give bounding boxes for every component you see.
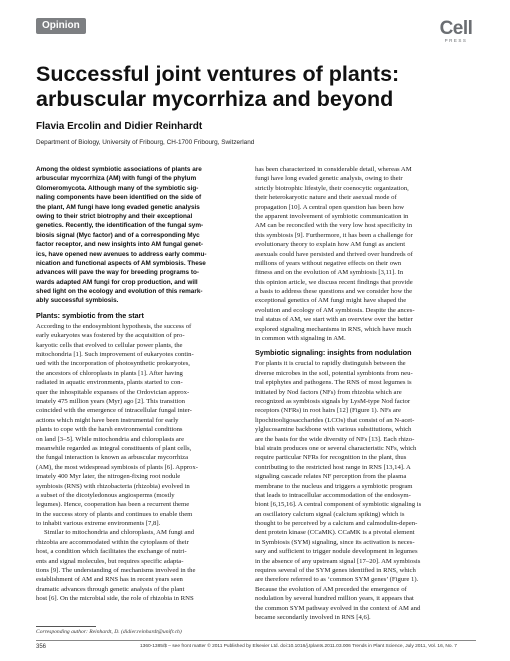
- text-line: biont [6,15,16]. A central component of symbiotic signaling is: [255, 501, 422, 509]
- text-line: a basis to address these questions and we consider how the: [255, 288, 413, 296]
- text-line: factor receptor, and new insights into AM fungal genet-: [36, 241, 203, 249]
- text-line: initiated by Nod factors (NFs) from rhizobia which are: [255, 388, 402, 396]
- text-line: receptors (NFRs) in root hairs [12] (Figure 1). NFs are: [255, 407, 401, 415]
- text-line: ics, have opened new avenues to address early commu-: [36, 250, 207, 258]
- text-line: dramatic advances through genetic analysis of the plant: [36, 585, 185, 593]
- text-line: ably successful symbiosis.: [36, 297, 119, 305]
- text-line: requires several of the SYM genes identified in RNS, which: [255, 567, 416, 575]
- text-line: on land [3–5]. While mitochondria and chloroplasts are: [36, 435, 185, 443]
- text-line: tral status of AM, we start with an overview over the better: [255, 316, 413, 324]
- text-line: advances will pave the way for breeding programs to-: [36, 269, 200, 277]
- text-line: early eukaryotes was fostered by the acquisition of pro-: [36, 332, 185, 340]
- text-line: coincided with the emergence of intracellular fungal inter-: [36, 407, 192, 415]
- text-line: their heterokaryotic nature and their asexual mode of: [255, 194, 397, 202]
- article-title: [36, 62, 476, 112]
- text-line: owing to their strict biotrophy and their exceptional: [36, 212, 193, 220]
- text-line: (AM), the most widespread symbiosis of plants [6]. Approx-: [36, 463, 198, 471]
- text-line: meanwhile regarded as integral constituents of plant cells,: [36, 444, 192, 452]
- footnote-divider: [36, 626, 96, 627]
- body-paragraph: [255, 359, 476, 622]
- footer-citation: 1360-1385/$ – see front matter © 2011 Published by Elsevier Ltd. doi:10.1016/j.tplants.2011.03.006 Trends in Plant Science, July 2011, Vol. 16, No. 7: [140, 644, 457, 649]
- footer-divider: [36, 640, 476, 641]
- text-line: shed light on the ecology and evolution of this remark-: [36, 288, 203, 296]
- section-heading: Plants: symbiotic from the start: [36, 310, 144, 320]
- text-line: ued with the incorporation of photosynthetic prokaryotes,: [36, 360, 190, 368]
- text-line: Similar to mitochondria and chloroplasts, AM fungi and: [44, 529, 195, 537]
- text-line: strictly biotrophic lifestyle, their coenocytic organization,: [255, 184, 409, 192]
- text-line: AM can be reconciled with the very low host specificity in: [255, 222, 413, 230]
- text-line: the ancestors of chloroplasts in plants [1]. After having: [36, 369, 183, 377]
- text-line: host, a condition which facilitates the exchange of nutri-: [36, 548, 187, 556]
- text-line: to inhabit various extreme environments [7,8].: [36, 520, 161, 528]
- text-line: radiated in aquatic environments, plants started to con-: [36, 379, 183, 387]
- text-line: bial strain produces one or several characteristic NFs, which: [255, 444, 417, 452]
- body-paragraph: [255, 165, 476, 343]
- text-line: plants to cope with the harsh environmental conditions: [36, 426, 183, 434]
- abstract: [36, 165, 257, 306]
- text-line: this opinion article, we discuss recent findings that provide: [255, 278, 413, 286]
- text-line: the apparent involvement of symbiotic communication in: [255, 212, 409, 220]
- text-line: fungi have long evaded genetic analysis, owing to their: [255, 175, 403, 183]
- text-line: host [6]. On the microbial side, the role of rhizobia in RNS: [36, 595, 194, 603]
- text-line: imately 400 Myr later, the nitrogen-fixing root nodule: [36, 473, 181, 481]
- text-line: fitness and on the evolution of AM symbiosis [3,11]. In: [255, 269, 404, 277]
- text-line: this symbiosis [9]. Furthermore, it has been a challenge for: [255, 231, 413, 239]
- title-line: Successful joint ventures of plants:: [36, 62, 400, 86]
- corresponding-author-footnote: Corresponding author: Reinhardt, D. (didier.reinhardt@unifr.ch): [36, 629, 182, 635]
- text-line: quer the inhospitable expanses of the Ordovician approx-: [36, 388, 190, 396]
- text-line: signaling cascade relates NF perception from the plasma: [255, 473, 407, 481]
- author-list: Flavia Ercolin and Didier Reinhardt: [36, 121, 203, 132]
- text-line: Because the evolution of AM preceded the emergence of: [255, 585, 407, 593]
- text-line: lipochitooligosaccharides (LCOs) that consist of an N-acet-: [255, 416, 415, 424]
- body-paragraph: [36, 322, 257, 529]
- body-paragraph: [36, 528, 257, 603]
- text-line: genetics. Recently, the identification of the fungal sym-: [36, 222, 204, 230]
- affiliation: Department of Biology, University of Fribourg, CH-1700 Fribourg, Switzerland: [36, 139, 255, 146]
- text-line: thought to be perceived by a calcium and calmodulin-depen-: [255, 520, 418, 528]
- text-line: Among the oldest symbiotic associations of plants are: [36, 166, 202, 173]
- text-line: that leads to intracellular accommodation of the endosym-: [255, 491, 411, 499]
- text-line: has been characterized in considerable detail, whereas AM: [255, 166, 412, 173]
- text-line: contributing to the restricted host range in RNS [13,14]. A: [255, 463, 411, 471]
- text-line: karyotic cells that evolved to cellular power plants, the: [36, 341, 183, 349]
- section-heading: Symbiotic signaling: insights from nodulation: [255, 348, 412, 358]
- text-line: require particular NFRs for recognition in the plant, thus: [255, 454, 407, 462]
- text-line: exceptional genetics of AM fungi might have shaped the: [255, 297, 407, 305]
- text-line: sary and sufficient to trigger nodule development in legumes: [255, 548, 418, 556]
- page-number: 356: [36, 644, 47, 650]
- section-label: Opinion: [36, 18, 86, 34]
- text-line: membrane to the nucleus and triggers a symbiotic program: [255, 482, 413, 490]
- text-line: became secondarily involved in RNS [4,6].: [255, 613, 371, 621]
- text-line: evolutionary theory to explain how AM fungi as ancient: [255, 241, 406, 249]
- text-line: biosis signal (Myc factor) and of a corresponding Myc: [36, 231, 200, 239]
- text-line: asexuals could have persisted and thrived over hundreds of: [255, 250, 413, 258]
- title-line: arbuscular mycorrhiza and beyond: [36, 87, 394, 111]
- right-column: [255, 165, 476, 622]
- text-line: diverse microbes in the soil, potential symbionts from neu-: [255, 369, 413, 377]
- text-line: an oscillatory calcium signal (calcium spiking) which is: [255, 510, 405, 518]
- logo-word: Cell: [439, 18, 473, 39]
- text-line: imately 475 million years (Myr) ago [2]. This transition: [36, 397, 186, 405]
- text-line: explored signaling mechanisms in RNS, which have much: [255, 325, 412, 333]
- text-line: arbuscular mycorrhiza (AM) with fungi of the phylum: [36, 175, 197, 183]
- text-line: in common with signaling in AM.: [255, 335, 346, 343]
- text-line: tions [9]. The understanding of mechanisms involved in the: [36, 567, 196, 575]
- text-line: a subset of the dicotyledonous angiosperms (mostly: [36, 491, 175, 499]
- text-line: ylglucosamine backbone with various substitutions, which: [255, 426, 412, 434]
- text-line: Glomeromycota. Although many of the symbiotic sig-: [36, 184, 199, 192]
- text-line: in the absence of any upstream signal [17–20]. AM symbiosis: [255, 557, 421, 565]
- text-line: in Symbiosis (SYM) signaling, since its activation is neces-: [255, 538, 415, 546]
- cell-press-logo: [436, 20, 476, 44]
- text-line: legumes). Hence, cooperation has been a recurrent theme: [36, 501, 190, 509]
- text-line: mitochondria [1]. Such improvement of eukaryotes contin-: [36, 351, 194, 359]
- text-line: recognized as symbiosis signals by LysM-type Nod factor: [255, 397, 411, 405]
- text-line: in the success story of plants and continues to enable them: [36, 510, 193, 518]
- text-line: are therefore referred to as ‘common SYM genes’ (Figure 1).: [255, 576, 419, 584]
- text-line: According to the endosymbiont hypothesis, the success of: [36, 322, 192, 330]
- text-line: dent protein kinase (CCaMK). CCaMK is a pivotal element: [255, 529, 415, 537]
- text-line: the common SYM pathway evolved in the context of AM and: [255, 604, 421, 612]
- text-line: actions which might have been instrumental for early: [36, 416, 179, 424]
- text-line: naling components have been identified on the side of: [36, 194, 202, 202]
- logo-sub: PRESS: [444, 38, 468, 43]
- text-line: are the basis for the wide diversity of NFs [13]. Each rhizo-: [255, 435, 415, 443]
- text-line: nodulation by several hundred million years, it appears that: [255, 595, 414, 603]
- text-line: For plants it is crucial to rapidly distinguish between the: [255, 360, 406, 368]
- text-line: millions of years without negative effects on their own: [255, 259, 402, 267]
- left-column: [36, 165, 257, 604]
- text-line: symbiosis (RNS) with rhizobacteria (rhizobia) evolved in: [36, 482, 190, 490]
- text-line: evolution and ecology of AM symbiosis. Despite the ances-: [255, 306, 415, 314]
- text-line: the plant, AM fungi have long evaded genetic analysis: [36, 203, 200, 211]
- text-line: rhizobia are accommodated within the cytoplasm of their: [36, 538, 189, 546]
- text-line: wards adapted AM fungi for crop production, and will: [36, 278, 198, 286]
- text-line: the fungal interaction is known as arbuscular mycorrhiza: [36, 454, 189, 462]
- text-line: establishment of AM and RNS has in recent years seen: [36, 576, 183, 584]
- text-line: nication and functional aspects of AM symbiosis. These: [36, 259, 206, 267]
- text-line: tral epiphytes and pathogens. The RNS of most legumes is: [255, 379, 412, 387]
- text-line: propagation [10]. A central open question has been how: [255, 203, 405, 211]
- text-line: ents and signal molecules, but requires specific adapta-: [36, 557, 184, 565]
